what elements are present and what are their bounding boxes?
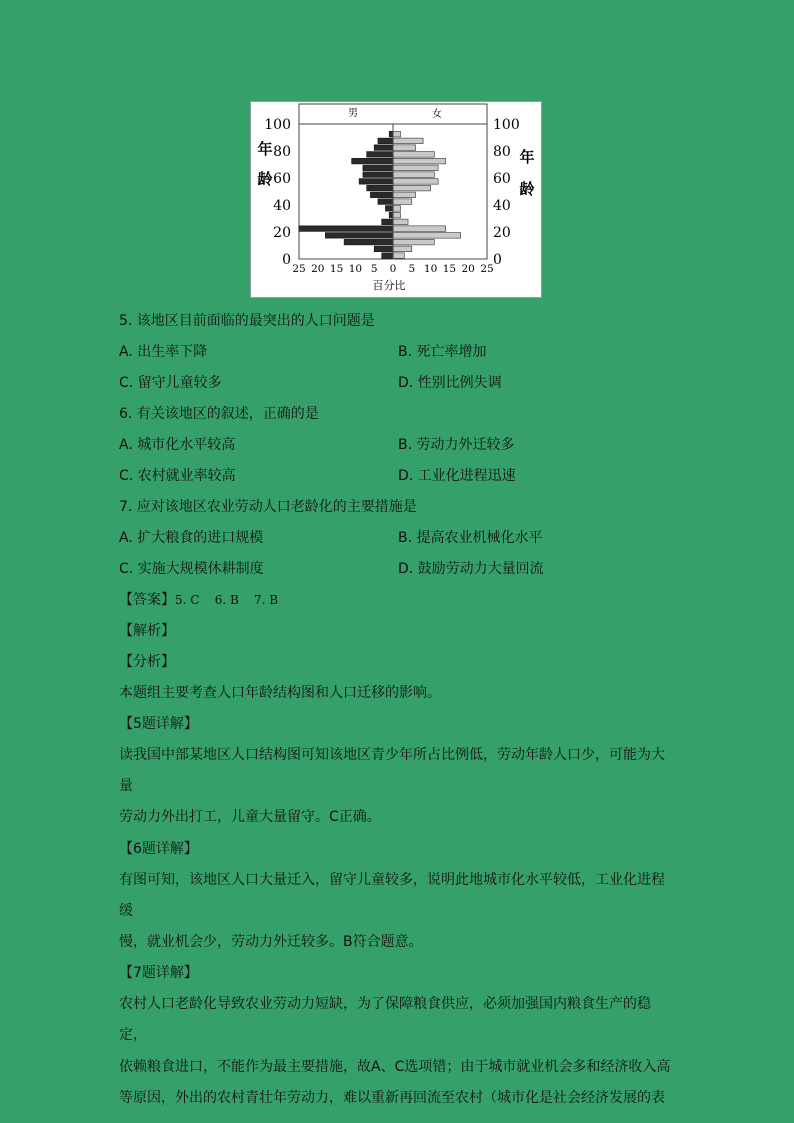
analysis-text: 本题组主要考查人口年龄结构图和人口迁移的影响。 bbox=[119, 685, 441, 701]
male-bar-65-69 bbox=[363, 165, 393, 171]
question-5-option-b: B. 死亡率增加 bbox=[398, 344, 487, 360]
y-tick-right-100: 100 bbox=[493, 117, 520, 133]
male-bar-5-9 bbox=[374, 246, 393, 252]
male-bar-40-44 bbox=[378, 199, 393, 205]
male-bar-45-49 bbox=[370, 192, 393, 198]
y-tick-left-60: 60 bbox=[273, 171, 291, 187]
answer-label: 【答案】 bbox=[119, 592, 175, 608]
y-tick-right-0: 0 bbox=[493, 252, 502, 268]
female-bar-85-89 bbox=[393, 138, 423, 144]
female-bar-5-9 bbox=[393, 246, 412, 252]
x-tick-3: 10 bbox=[348, 263, 363, 275]
question-7-options-row2 bbox=[119, 554, 677, 585]
question-6-option-b: B. 劳动力外迁较多 bbox=[398, 437, 515, 453]
male-bar-80-84 bbox=[374, 145, 393, 151]
female-bar-70-74 bbox=[393, 158, 446, 164]
question-6-option-a: A. 城市化水平较高 bbox=[119, 437, 236, 453]
x-tick-1: 20 bbox=[311, 263, 325, 275]
ylabel-right-1: 年 bbox=[519, 148, 535, 166]
detail-7-body bbox=[119, 989, 677, 1114]
male-bar-75-79 bbox=[367, 152, 393, 158]
female-bar-45-49 bbox=[393, 192, 416, 198]
female-bar-65-69 bbox=[393, 165, 438, 171]
x-tick-2: 15 bbox=[329, 263, 344, 275]
male-bar-90-94 bbox=[389, 131, 393, 137]
question-5-options-row1 bbox=[119, 337, 677, 368]
question-5-option-a: A. 出生率下降 bbox=[119, 344, 208, 360]
female-bar-75-79 bbox=[393, 152, 434, 158]
y-tick-left-40: 40 bbox=[273, 198, 291, 214]
male-bar-20-24 bbox=[299, 226, 393, 232]
detail-5-body bbox=[119, 740, 677, 834]
female-bar-80-84 bbox=[393, 145, 416, 151]
y-tick-left-80: 80 bbox=[273, 144, 291, 160]
male-bar-0-4 bbox=[382, 253, 393, 259]
female-bar-30-34 bbox=[393, 212, 401, 218]
female-bar-0-4 bbox=[393, 253, 404, 259]
male-bar-70-74 bbox=[352, 158, 393, 164]
population-pyramid-chart bbox=[251, 102, 541, 297]
question-5-stem: 5. 该地区目前面临的最突出的人口问题是 bbox=[119, 313, 375, 329]
male-bar-85-89 bbox=[378, 138, 393, 144]
female-bar-90-94 bbox=[393, 131, 401, 137]
male-bar-25-29 bbox=[382, 219, 393, 225]
header-box bbox=[299, 104, 487, 124]
x-tick-10: 25 bbox=[480, 263, 494, 275]
x-axis-label: 百分比 bbox=[372, 279, 406, 292]
answer-text: 5. C 6. B 7. B bbox=[175, 593, 279, 607]
x-tick-8: 15 bbox=[442, 263, 457, 275]
male-bar-55-59 bbox=[359, 179, 393, 185]
y-tick-right-60: 60 bbox=[493, 171, 511, 187]
female-bar-10-14 bbox=[393, 239, 434, 245]
detail-5-line-2: 劳动力外出打工，儿童大量留守。C正确。 bbox=[119, 809, 381, 826]
question-7-option-a: A. 扩大粮食的进口规模 bbox=[119, 530, 264, 546]
question-6-options-row2 bbox=[119, 461, 677, 492]
y-tick-right-20: 20 bbox=[493, 225, 511, 241]
question-6-option-d: D. 工业化进程迅速 bbox=[398, 468, 516, 484]
y-tick-left-100: 100 bbox=[264, 117, 291, 133]
question-6-options-row1 bbox=[119, 430, 677, 461]
question-5-options-row2 bbox=[119, 368, 677, 399]
detail-6-line-1: 有图可知，该地区人口大量迁入，留守儿童较多，说明此地城市化水平较低，工业化进程缓 bbox=[119, 871, 665, 919]
ylabel-left-2: 龄 bbox=[257, 170, 273, 188]
question-7-stem: 7. 应对该地区农业劳动人口老龄化的主要措施是 bbox=[119, 499, 417, 515]
female-label: 女 bbox=[432, 109, 442, 120]
female-bar-55-59 bbox=[393, 179, 438, 185]
x-tick-6: 5 bbox=[408, 263, 416, 275]
question-7-options-row1 bbox=[119, 523, 677, 554]
analysis-heading: 【解析】 bbox=[119, 623, 175, 639]
detail-7-heading: 【7题详解】 bbox=[119, 965, 198, 982]
question-7-option-d: D. 鼓励劳动力大量回流 bbox=[398, 561, 544, 577]
male-bar-30-34 bbox=[389, 212, 393, 218]
question-7-option-b: B. 提高农业机械化水平 bbox=[398, 530, 543, 546]
y-tick-left-20: 20 bbox=[273, 225, 291, 241]
population-pyramid-figure bbox=[250, 101, 542, 298]
y-tick-left-0: 0 bbox=[282, 252, 291, 268]
male-bar-35-39 bbox=[385, 206, 393, 212]
ylabel-right-2: 龄 bbox=[519, 180, 535, 198]
female-bar-35-39 bbox=[393, 206, 401, 212]
female-bar-15-19 bbox=[393, 233, 461, 239]
y-tick-right-80: 80 bbox=[493, 144, 511, 160]
detail-7-line-1: 农村人口老龄化导致农业劳动力短缺，为了保障粮食供应，必须加强国内粮食生产的稳定， bbox=[119, 996, 651, 1044]
question-5-option-d: D. 性别比例失调 bbox=[398, 375, 502, 391]
detail-7-line-3: 等原因，外出的农村青壮年劳动力，难以重新再回流至农村（城市化是社会经济发展的表 bbox=[119, 1089, 665, 1106]
question-7-option-c: C. 实施大规模休耕制度 bbox=[119, 561, 264, 577]
x-tick-0: 25 bbox=[292, 263, 306, 275]
detail-7-line-2: 依赖粮食进口，不能作为最主要措施，故A、C选项错；由于城市就业机会多和经济收入高 bbox=[119, 1058, 671, 1075]
male-label: 男 bbox=[348, 108, 358, 119]
detail-6-line-2: 慢，就业机会少，劳动力外迁较多。B符合题意。 bbox=[119, 934, 423, 951]
y-tick-right-40: 40 bbox=[493, 198, 511, 214]
question-6-option-c: C. 农村就业率较高 bbox=[119, 468, 236, 484]
analysis-subheading: 【分析】 bbox=[119, 654, 175, 670]
male-bar-50-54 bbox=[367, 185, 393, 191]
detail-5-heading: 【5题详解】 bbox=[119, 716, 198, 732]
question-6-stem: 6. 有关该地区的叙述，正确的是 bbox=[119, 406, 319, 422]
x-tick-4: 5 bbox=[370, 263, 378, 275]
detail-5-line-1: 读我国中部某地区人口结构图可知该地区青少年所占比例低，劳动年龄人口少，可能为大量 bbox=[119, 747, 665, 795]
x-tick-7: 10 bbox=[423, 263, 438, 275]
detail-6-body bbox=[119, 865, 677, 959]
female-bar-50-54 bbox=[393, 185, 431, 191]
ylabel-left-1: 年 bbox=[257, 140, 273, 158]
question-content bbox=[119, 306, 677, 1114]
female-bar-60-64 bbox=[393, 172, 434, 178]
male-bar-10-14 bbox=[344, 239, 393, 245]
detail-6-heading: 【6题详解】 bbox=[119, 840, 198, 857]
x-tick-5: 0 bbox=[389, 263, 397, 275]
question-5-option-c: C. 留守儿童较多 bbox=[119, 375, 222, 391]
male-bar-60-64 bbox=[363, 172, 393, 178]
female-bar-20-24 bbox=[393, 226, 446, 232]
answer-line bbox=[119, 585, 677, 616]
female-bar-40-44 bbox=[393, 199, 412, 205]
female-bar-25-29 bbox=[393, 219, 408, 225]
x-tick-9: 20 bbox=[461, 263, 475, 275]
male-bar-15-19 bbox=[325, 233, 393, 239]
